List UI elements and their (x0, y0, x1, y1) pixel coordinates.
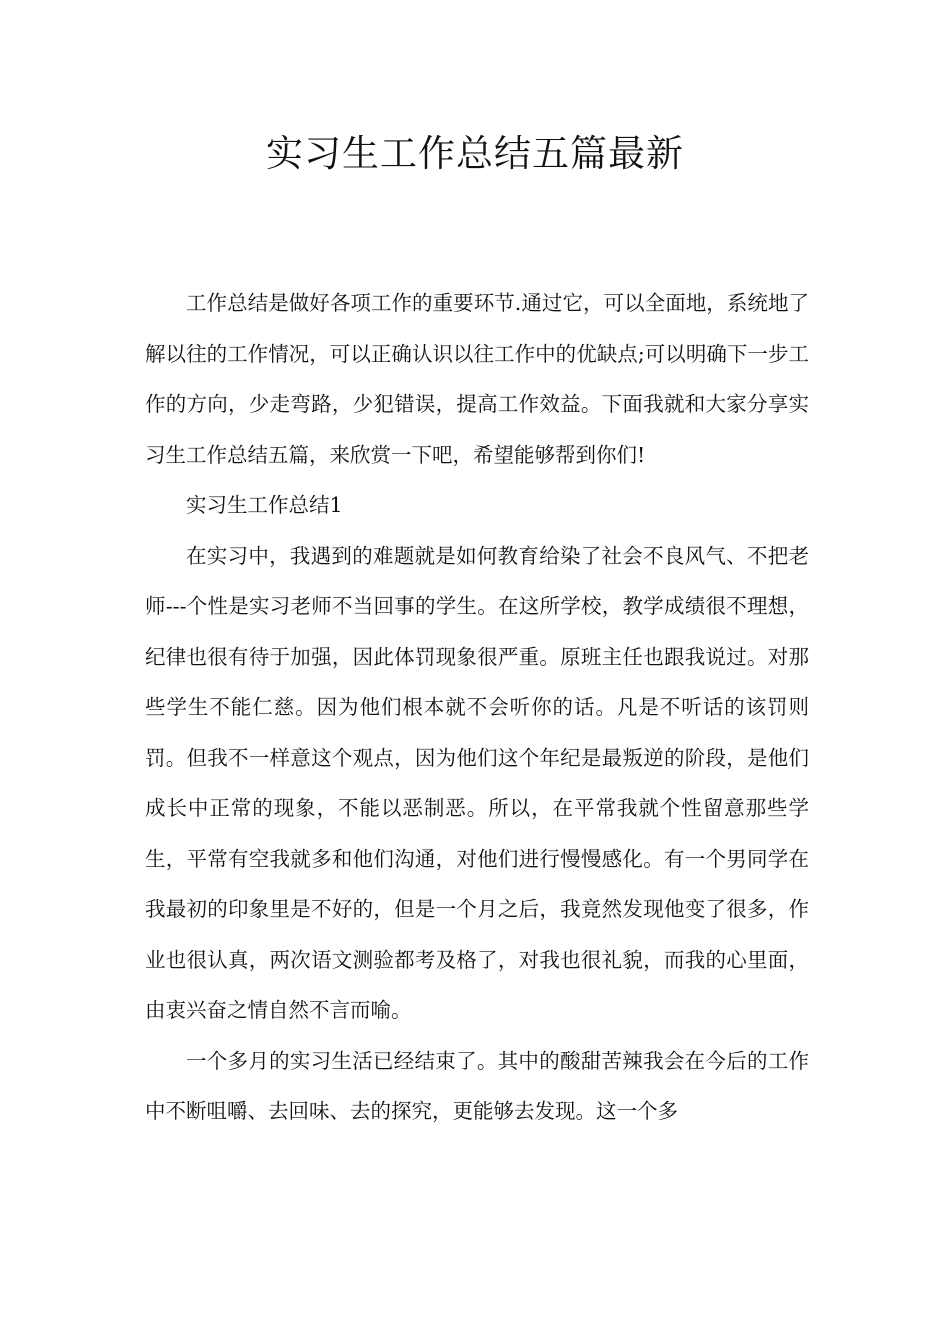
body-paragraph-1: 在实习中，我遇到的难题就是如何教育给染了社会不良风气、不把老师---个性是实习老师不当回事的学生。在这所学校，教学成绩很不理想，纪律也很有待于加强，因此体罚现象很严重。原班主任也跟我说过。对那些学生不能仁慈。因为他们根本就不会听你的话。凡是不听话的该罚则罚。但我不一样意这个观点，因为他们这个年纪是最叛逆的阶段，是他们成长中正常的现象，不能以恶制恶。所以，在平常我就个性留意那些学生，平常有空我就多和他们沟通，对他们进行慢慢感化。有一个男同学在我最初的印象里是不好的，但是一个月之后，我竟然发现他变了很多，作业也很认真，两次语文测验都考及格了，对我也很礼貌，而我的心里面，由衷兴奋之情自然不言而喻。 (145, 543, 809, 1022)
section-heading-1: 实习生工作总结1 (186, 493, 343, 517)
body-paragraph-2: 一个多月的实习生活已经结束了。其中的酸甜苦辣我会在今后的工作中不断咀嚼、去回味、去的探究，更能够去发现。这一个多 (145, 1048, 809, 1123)
intro-paragraph: 工作总结是做好各项工作的重要环节.通过它，可以全面地，系统地了解以往的工作情况，可以正确认识以往工作中的优缺点;可以明确下一步工作的方向，少走弯路，少犯错误，提高工作效益。下面我就和大家分享实习生工作总结五篇，来欣赏一下吧，希望能够帮到你们! (145, 291, 809, 467)
document-body (145, 278, 809, 1137)
document-title: 实习生工作总结五篇最新 (266, 132, 684, 175)
